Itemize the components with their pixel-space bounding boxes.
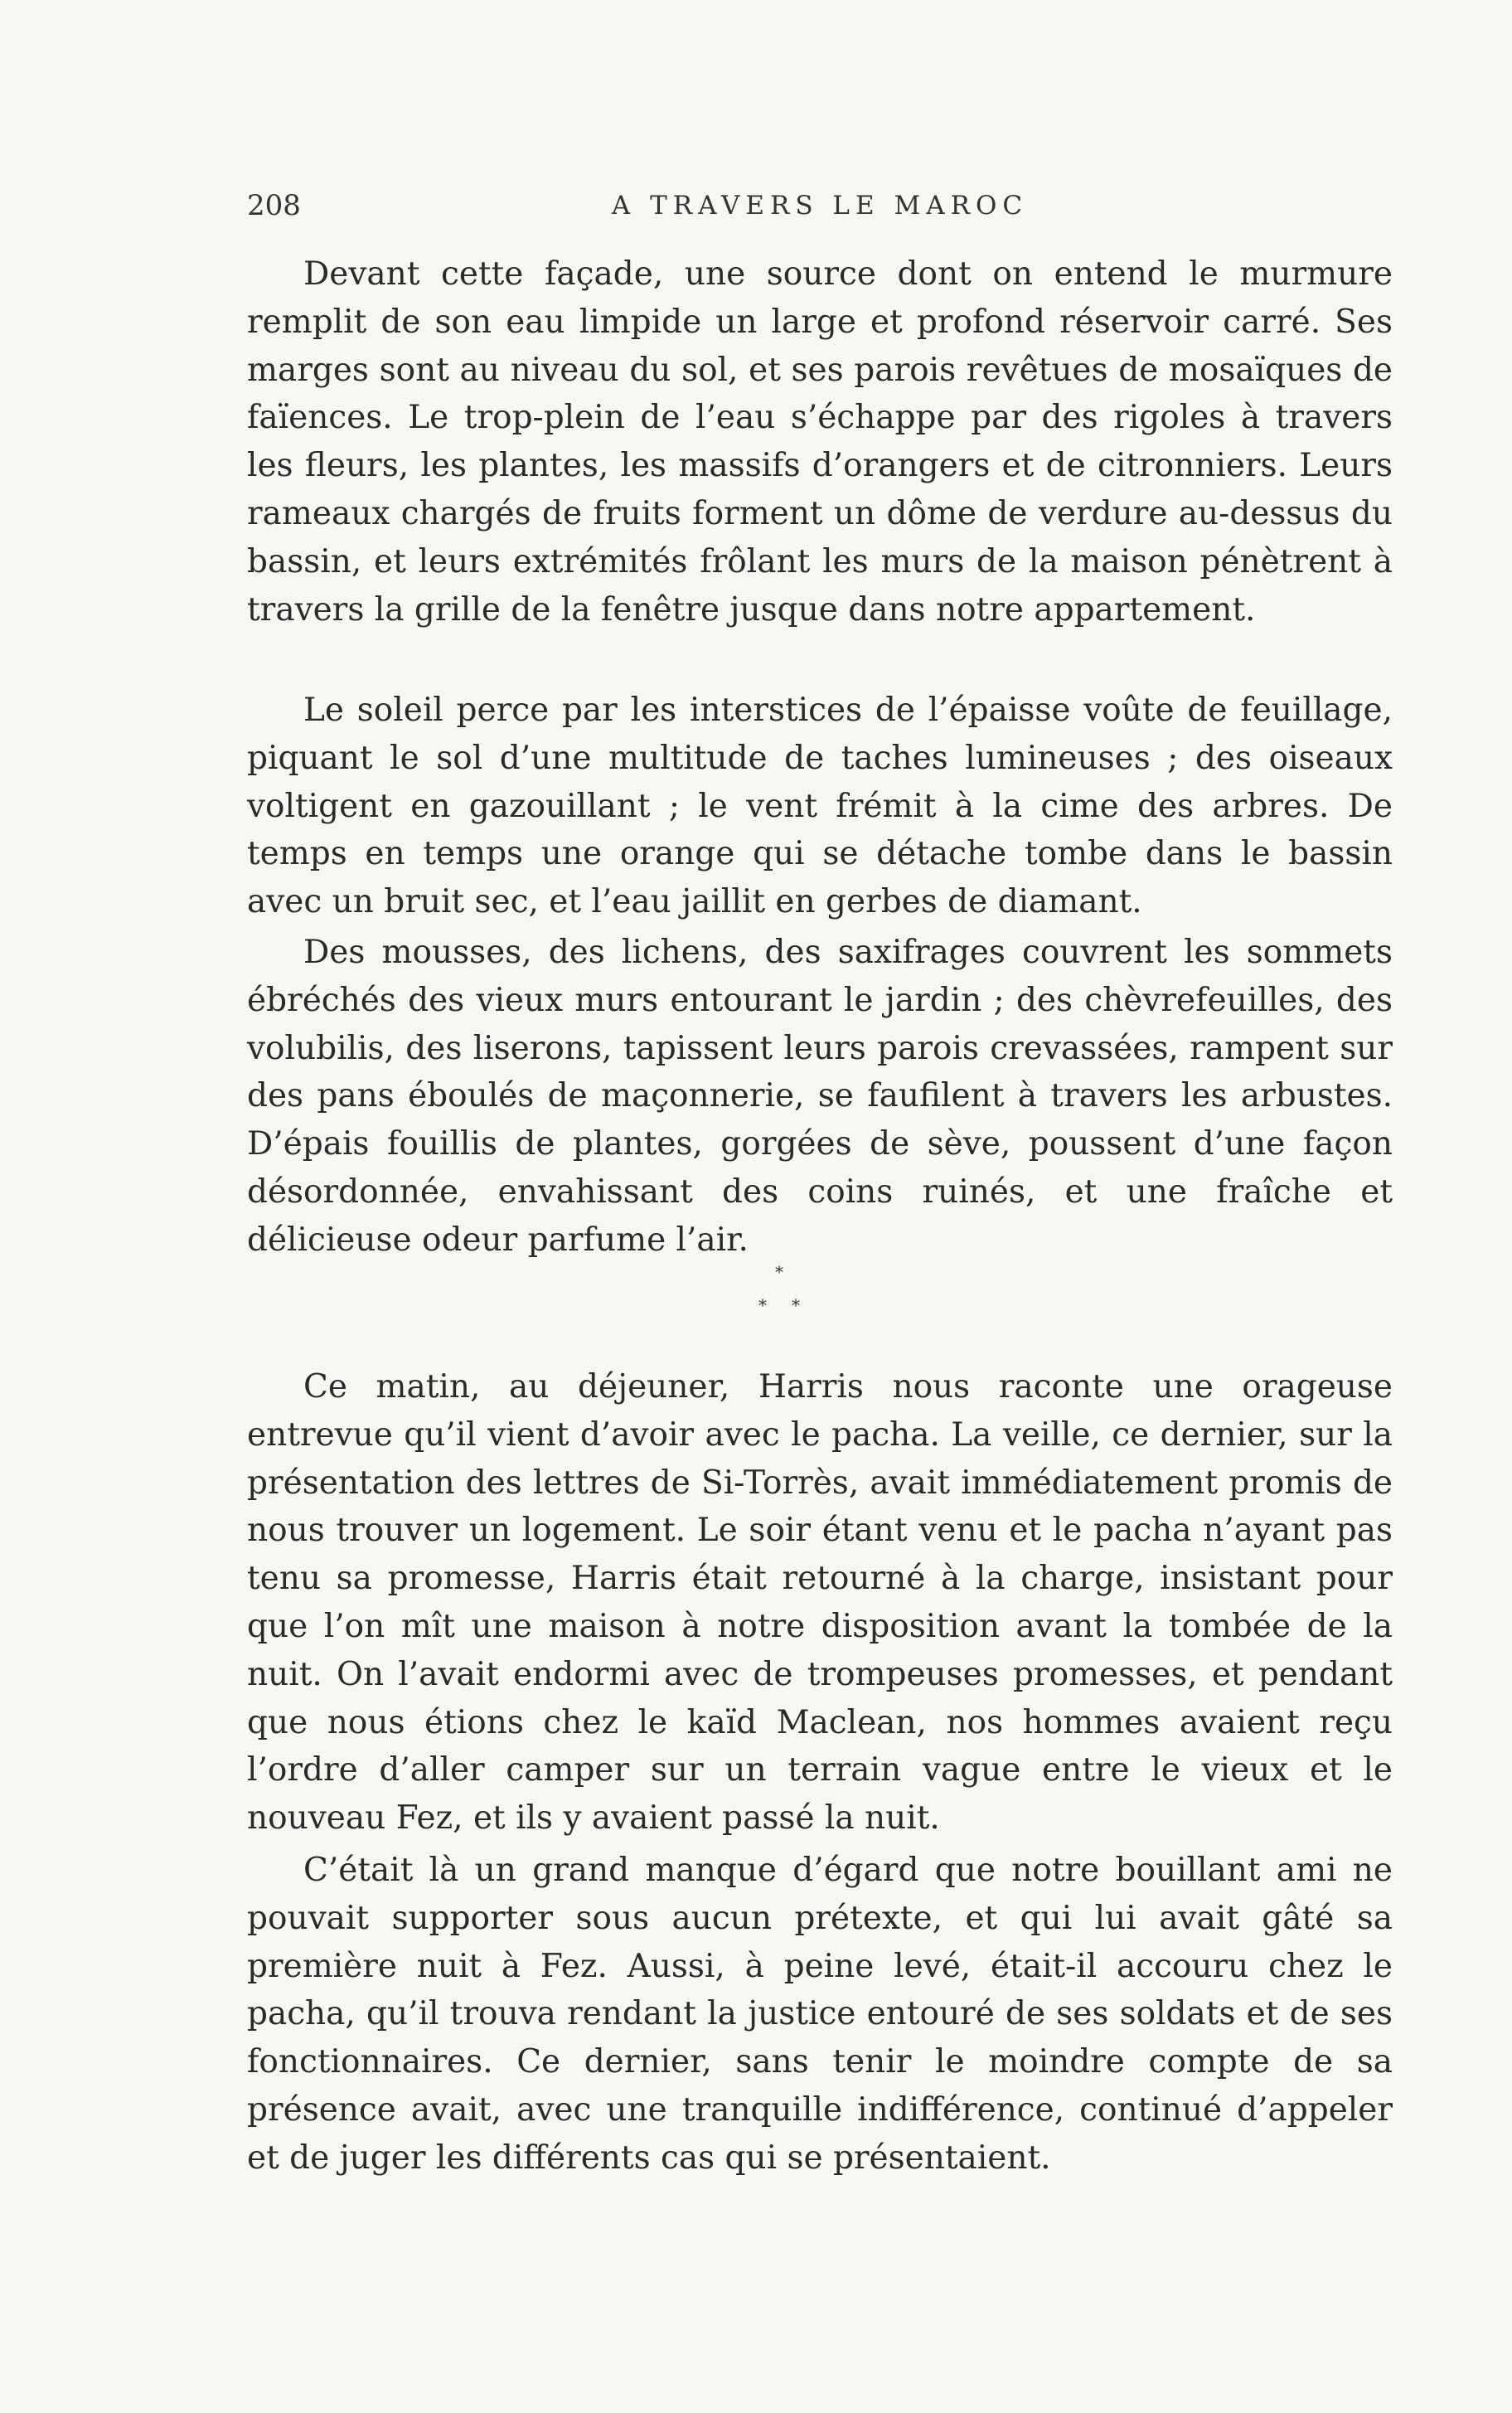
paragraph-garden-walls: Des mousses, des lichens, des saxifrages couvrent les sommets ébréchés des vieux murs entourant le jardin ; des chèvrefeuilles, des volubilis, des liserons, tapissent leurs parois crevassées, rampent sur des pans éboulés de maçonnerie, se faufilent à travers les arbustes. D’épais fouillis de plantes, gorgées de sève, poussent d’une façon désordonnée, envahissant des coins ruinés, et une fraîche et délicieuse odeur parfume l’air. <box>247 934 1393 1259</box>
running-header <box>247 189 1393 222</box>
paragraph-sunlight: Le soleil perce par les interstices de l’épaisse voûte de feuillage, piquant le sol d’une multitude de taches lumineuses ; des oiseaux voltigent en gazouillant ; le vent frémit à la cime des arbres. De temps en temps une orange qui se détache tombe dans le bassin avec un bruit sec, et l’eau jaillit en gerbes de diamant. <box>247 692 1393 921</box>
paragraph-harris-pacha: Ce matin, au déjeuner, Harris nous raconte une orageuse entrevue qu’il vient d’avoir avec le pacha. La veille, ce dernier, sur la présentation des lettres de Si-Torrès, avait immédiatement promis de nous trouver un logement. Le soir étant venu et le pacha n’ayant pas tenu sa promesse, Harris était retourné à la charge, insistant pour que l’on mît une maison à notre disposition avant la tombée de la nuit. On l’avait endormi avec de trompeuses promesses, et pendant que nous étions chez le kaïd Maclean, nos hommes avaient reçu l’ordre d’aller camper sur un terrain vague entre le vieux et le nouveau Fez, et ils y avaient passé la nuit. <box>247 1368 1393 1838</box>
paragraph-fountain: Devant cette façade, une source dont on entend le murmure remplit de son eau limpide un large et profond réservoir carré. Ses marges sont au niveau du sol, et ses parois revêtues de mosaïques de faïences. Le trop-plein de l’eau s’échappe par des rigoles à travers les fleurs, les plantes, les massifs d’orangers et de citronniers. Leurs rameaux chargés de fruits forment un dôme de verdure au-dessus du bassin, et leurs extrémités frôlant les murs de la maison pénètrent à travers la grille de la fenêtre jusque dans notre appartement. <box>247 255 1393 629</box>
paragraph-offense: C’était là un grand manque d’égard que notre bouillant ami ne pouvait supporter sous aucun prétexte, et qui lui avait gâté sa première nuit à Fez. Aussi, à peine levé, était-il accouru chez le pacha, qu’il trouva rendant la justice entouré de ses soldats et de ses fonctionnaires. Ce dernier, sans tenir le moindre compte de sa présence avait, avec une tranquille indifférence, continué d’appeler et de juger les différents cas qui se présentaient. <box>247 1852 1393 2177</box>
svg-text:*: * <box>792 1295 800 1315</box>
running-title: A TRAVERS LE MAROC <box>611 191 1029 221</box>
section-break-asterism-icon <box>750 1265 808 1323</box>
page-number: 208 <box>247 189 301 222</box>
svg-text:*: * <box>775 1265 783 1282</box>
svg-text:*: * <box>758 1295 767 1315</box>
